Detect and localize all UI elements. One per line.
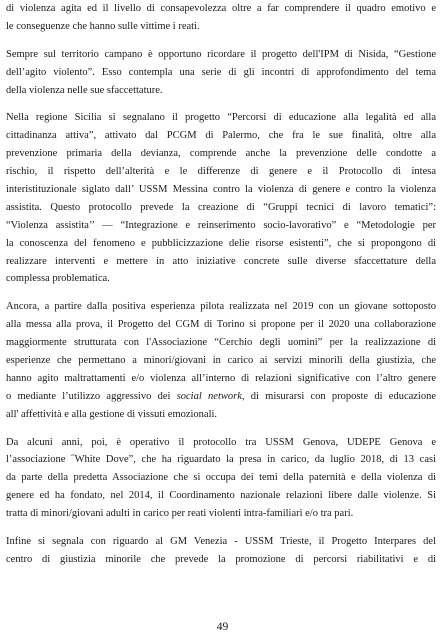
text-line: Sempre sul territorio campano è opportuno ricordare il progetto dell'IPM di Nisida, “Gestione bbox=[6, 48, 436, 60]
paragraph bbox=[6, 533, 436, 569]
text-line: rischio, il rispetto dell’alterità e le differenze di genere e il Protocollo di intesa bbox=[6, 166, 436, 178]
text-line: o mediante l’utilizzo aggressivo dei social network, di misurarsi con proposte di educazione bbox=[6, 390, 436, 402]
text-line: da parte della predetta Associazione che si occupa dei temi della paternità e della violenza di bbox=[6, 472, 436, 484]
text-line: cittadinanza attiva”, attivato dal PCGM di Palermo, che fra le sue finalità, oltre alla bbox=[6, 130, 436, 142]
paragraph bbox=[6, 46, 436, 100]
paragraph bbox=[6, 298, 436, 423]
text-line: realizzare interventi e mettere in atto iniziative concrete sulle diverse sfaccettature della bbox=[6, 255, 436, 267]
text-line: l’associazione ˝White Dove”, che ha riguardato la presa in carico, da luglio 2018, di 13 casi bbox=[6, 454, 436, 466]
text-line: prevenzione primaria della devianza, comprende anche la prevenzione delle condotte a bbox=[6, 148, 436, 160]
emphasized-term: social network bbox=[176, 390, 242, 402]
text-line: “Violenza assistita’’ — “Integrazione e reinserimento socio-lavorativo” e “Metodologie per bbox=[6, 219, 436, 231]
text-line: le conseguenze che hanno sulle vittime i reati. bbox=[6, 20, 200, 32]
text-line: Ancora, a partire dalla positiva esperienza pilota realizzata nel 2019 con un giovane sottoposto bbox=[6, 301, 436, 313]
text-line: Da alcuni anni, poi, è operativo il protocollo tra USSM Genova, UDEPE Genova e bbox=[6, 436, 436, 448]
text-line: la conoscenza del fenomeno e pubblicizzazione delie risorse esistenti”, che si propongono di bbox=[6, 237, 436, 249]
text-line: maggiormente strutturata con l'Associazione “Cerchio degli uomini” per la realizzazione di bbox=[6, 337, 436, 349]
body-text bbox=[6, 0, 436, 579]
text-line: di violenza agita ed il livello di consapevolezza oltre a far comprendere il quadro emotivo e bbox=[6, 3, 436, 14]
paragraph bbox=[6, 0, 436, 36]
text-line: complessa problematica. bbox=[6, 273, 110, 285]
text-line: esperienze che permettano a minori/giovani in carico ai servizi minorili della giustizia, che bbox=[6, 355, 436, 367]
text-line: Nella regione Sicilia si segnalano il progetto “Percorsi di educazione alla legalità ed alla bbox=[6, 112, 436, 124]
text-line: genere ed ha fondato, nel 2014, il Coordinamento nazionale relazioni libere dalle violenze. Si bbox=[6, 490, 436, 502]
page-number: 49 bbox=[216, 621, 229, 633]
text-line: hanno agito maltrattamenti e/o violenza all’interno di relazioni significative con l’altro genere bbox=[6, 372, 436, 384]
paragraph bbox=[6, 434, 436, 523]
text-line: centro di giustizia minorile che prevede la promozione di percorsi riabilitativi e di bbox=[6, 553, 436, 565]
text-line: alla messa alla prova, il Progetto del CGM di Torino si propone per il 2020 una collaborazione bbox=[6, 319, 436, 331]
text-line: all' affettività e alla gestione di vissuti emozionali. bbox=[6, 408, 218, 420]
text-line: della violenza nelle sue sfaccettature. bbox=[6, 84, 163, 96]
text-line: assistita. Questo protocollo prevede la creazione di “Gruppi tecnici di lavoro tematici”: bbox=[6, 201, 436, 213]
text-line: Infine si segnala con riguardo al GM Venezia - USSM Trieste, il Progetto Interpares del bbox=[6, 536, 436, 548]
text-line: interistituzionale siglato dall’ USSM Messina contro la violenza di genere e contro la violenza bbox=[6, 184, 436, 196]
paragraph bbox=[6, 109, 436, 288]
text-line: dell’agito violento”. Esso contempla una serie di gli incontri di approfondimento del tema bbox=[6, 66, 436, 78]
text-line: tratta di minori/giovani adulti in carico per reati violenti intra-familiari e/o tra pari. bbox=[6, 508, 354, 520]
